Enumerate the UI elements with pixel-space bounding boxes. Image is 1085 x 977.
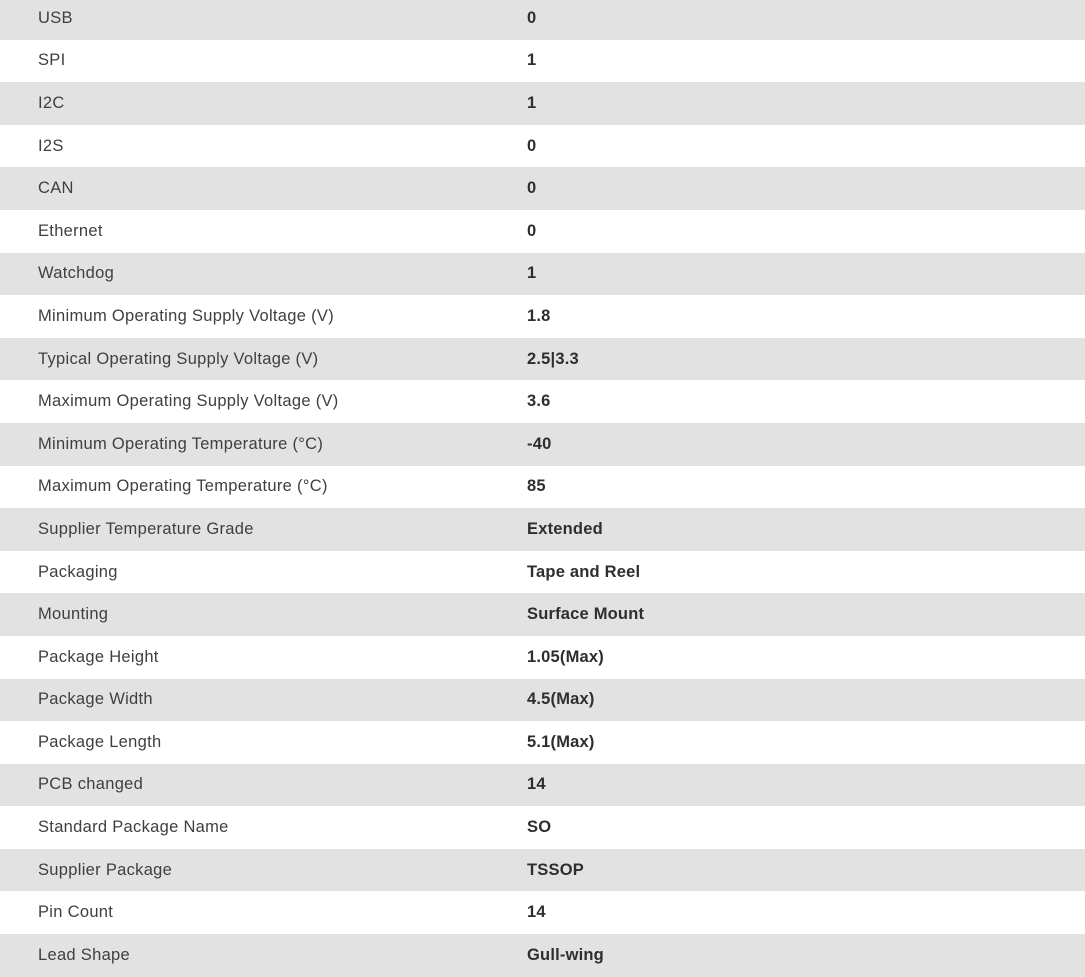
attribute-value: 1.8 <box>527 306 551 325</box>
table-row <box>0 423 1085 466</box>
attribute-value: Surface Mount <box>527 605 645 624</box>
attribute-label: USB <box>38 8 73 27</box>
table-row <box>0 806 1085 849</box>
table-row <box>0 40 1085 83</box>
table-row <box>0 253 1085 296</box>
table-row <box>0 167 1085 210</box>
attribute-value: 0 <box>527 179 537 198</box>
attribute-value: TSSOP <box>527 860 584 879</box>
attribute-label: PCB changed <box>38 775 144 794</box>
attribute-label: Maximum Operating Temperature (°C) <box>38 477 328 496</box>
table-row <box>0 210 1085 253</box>
table-row <box>0 338 1085 381</box>
table-row <box>0 82 1085 125</box>
attribute-value: 0 <box>527 136 537 155</box>
attribute-label: Standard Package Name <box>38 818 229 837</box>
attribute-value: 1.05(Max) <box>527 647 605 666</box>
attribute-value: Extended <box>527 519 603 538</box>
attribute-label: Supplier Package <box>38 860 173 879</box>
attribute-label: Package Width <box>38 690 153 709</box>
attribute-label: Pin Count <box>38 903 114 922</box>
attribute-value: Tape and Reel <box>527 562 641 581</box>
attribute-label: Lead Shape <box>38 945 131 964</box>
attribute-label: Package Length <box>38 732 162 751</box>
table-row <box>0 891 1085 934</box>
attribute-label: I2S <box>38 136 64 155</box>
table-row <box>0 679 1085 722</box>
attribute-label: Mounting <box>38 605 109 624</box>
table-row <box>0 380 1085 423</box>
table-row <box>0 764 1085 807</box>
attribute-value: Gull-wing <box>527 945 604 964</box>
attribute-value: 2.5|3.3 <box>527 349 579 368</box>
attribute-value: 0 <box>527 8 537 27</box>
attribute-label: Minimum Operating Supply Voltage (V) <box>38 306 335 325</box>
table-row <box>0 125 1085 168</box>
attribute-label: Ethernet <box>38 221 103 240</box>
attribute-label: Maximum Operating Supply Voltage (V) <box>38 392 339 411</box>
table-row <box>0 849 1085 892</box>
table-row <box>0 721 1085 764</box>
attribute-label: Package Height <box>38 647 159 666</box>
attribute-label: Minimum Operating Temperature (°C) <box>38 434 324 453</box>
attribute-label: I2C <box>38 93 65 112</box>
attribute-value: 1 <box>527 93 537 112</box>
table-row <box>0 636 1085 679</box>
attribute-label: CAN <box>38 179 74 198</box>
attribute-label: Typical Operating Supply Voltage (V) <box>38 349 319 368</box>
table-row <box>0 551 1085 594</box>
attribute-label: Supplier Temperature Grade <box>38 519 254 538</box>
attribute-value: SO <box>527 818 552 837</box>
attribute-label: Packaging <box>38 562 118 581</box>
attribute-value: -40 <box>527 434 552 453</box>
attribute-value: 85 <box>527 477 546 496</box>
attribute-value: 14 <box>527 903 546 922</box>
table-row <box>0 508 1085 551</box>
attribute-value: 14 <box>527 775 546 794</box>
table-row <box>0 295 1085 338</box>
table-row <box>0 466 1085 509</box>
attribute-value: 4.5(Max) <box>527 690 595 709</box>
table-row <box>0 0 1085 40</box>
table-row <box>0 934 1085 977</box>
attribute-label: SPI <box>38 51 66 70</box>
attribute-label: Watchdog <box>38 264 115 283</box>
attribute-value: 1 <box>527 51 537 70</box>
table-row <box>0 593 1085 636</box>
attribute-value: 0 <box>527 221 537 240</box>
attribute-value: 1 <box>527 264 537 283</box>
attribute-value: 3.6 <box>527 392 551 411</box>
attribute-value: 5.1(Max) <box>527 732 595 751</box>
